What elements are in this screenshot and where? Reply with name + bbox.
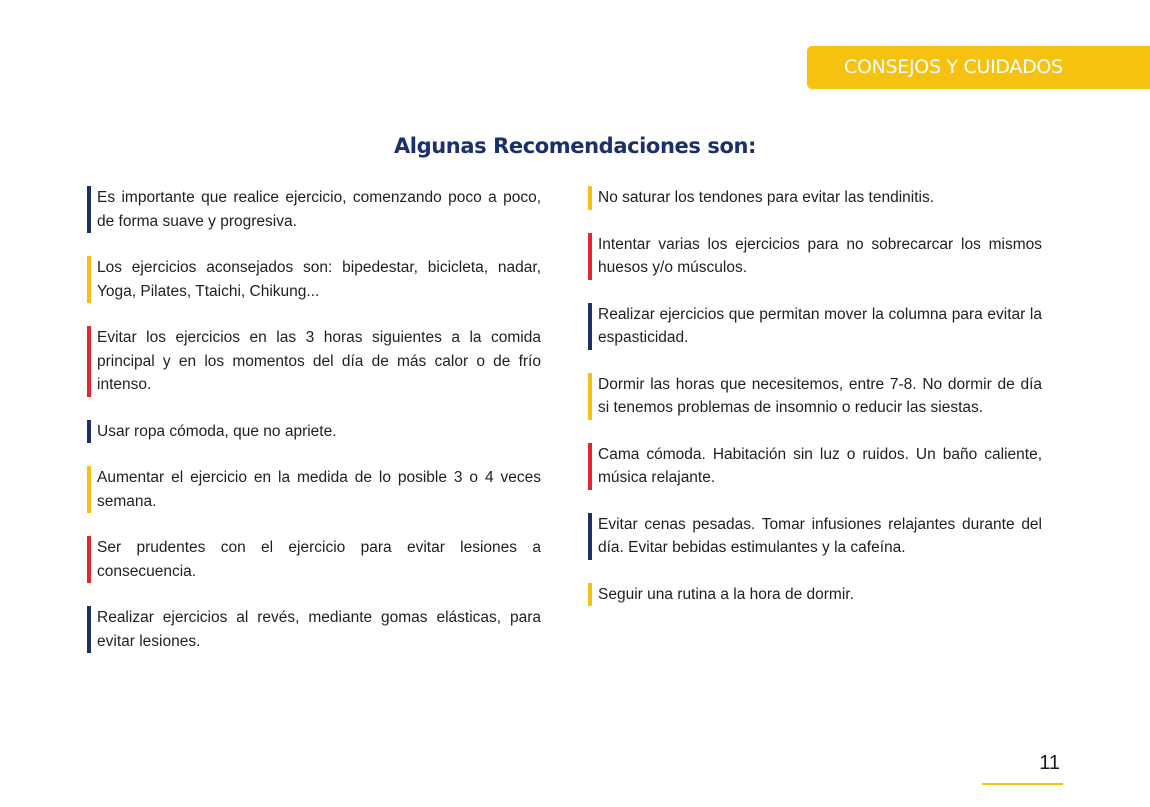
recommendation-item: Usar ropa cómoda, que no apriete. [87, 420, 541, 444]
recommendation-item: Seguir una rutina a la hora de dormir. [588, 583, 1042, 607]
left-recommendations-column [87, 186, 541, 676]
recommendation-item: Evitar los ejercicios en las 3 horas siguientes a la comida principal y en los momentos del día de más calor o de frío intenso. [87, 326, 541, 397]
page-number: 11 [1039, 752, 1060, 774]
recommendation-item: Es importante que realice ejercicio, comenzando poco a poco, de forma suave y progresiva. [87, 186, 541, 233]
right-recommendations-column [588, 186, 1042, 629]
recommendation-item: Realizar ejercicios que permitan mover la columna para evitar la espasticidad. [588, 303, 1042, 350]
recommendation-item: Los ejercicios aconsejados son: bipedestar, bicicleta, nadar, Yoga, Pilates, Ttaichi, Chikung... [87, 256, 541, 303]
recommendation-item: Evitar cenas pesadas. Tomar infusiones relajantes durante del día. Evitar bebidas estimulantes y la cafeína. [588, 513, 1042, 560]
page-title: Algunas Recomendaciones son: [393, 134, 757, 158]
section-header-tab [807, 46, 1150, 89]
recommendation-item: No saturar los tendones para evitar las tendinitis. [588, 186, 1042, 210]
page-number-underline [982, 783, 1063, 785]
recommendation-item: Aumentar el ejercicio en la medida de lo posible 3 o 4 veces semana. [87, 466, 541, 513]
recommendation-item: Cama cómoda. Habitación sin luz o ruidos. Un baño caliente, música relajante. [588, 443, 1042, 490]
recommendation-item: Intentar varias los ejercicios para no sobrecarcar los mismos huesos y/o músculos. [588, 233, 1042, 280]
recommendation-item: Dormir las horas que necesitemos, entre 7-8. No dormir de día si tenemos problemas de insomnio o reducir las siestas. [588, 373, 1042, 420]
recommendation-item: Ser prudentes con el ejercicio para evitar lesiones a consecuencia. [87, 536, 541, 583]
section-label: CONSEJOS Y CUIDADOS [844, 56, 1063, 78]
recommendation-item: Realizar ejercicios al revés, mediante gomas elásticas, para evitar lesiones. [87, 606, 541, 653]
